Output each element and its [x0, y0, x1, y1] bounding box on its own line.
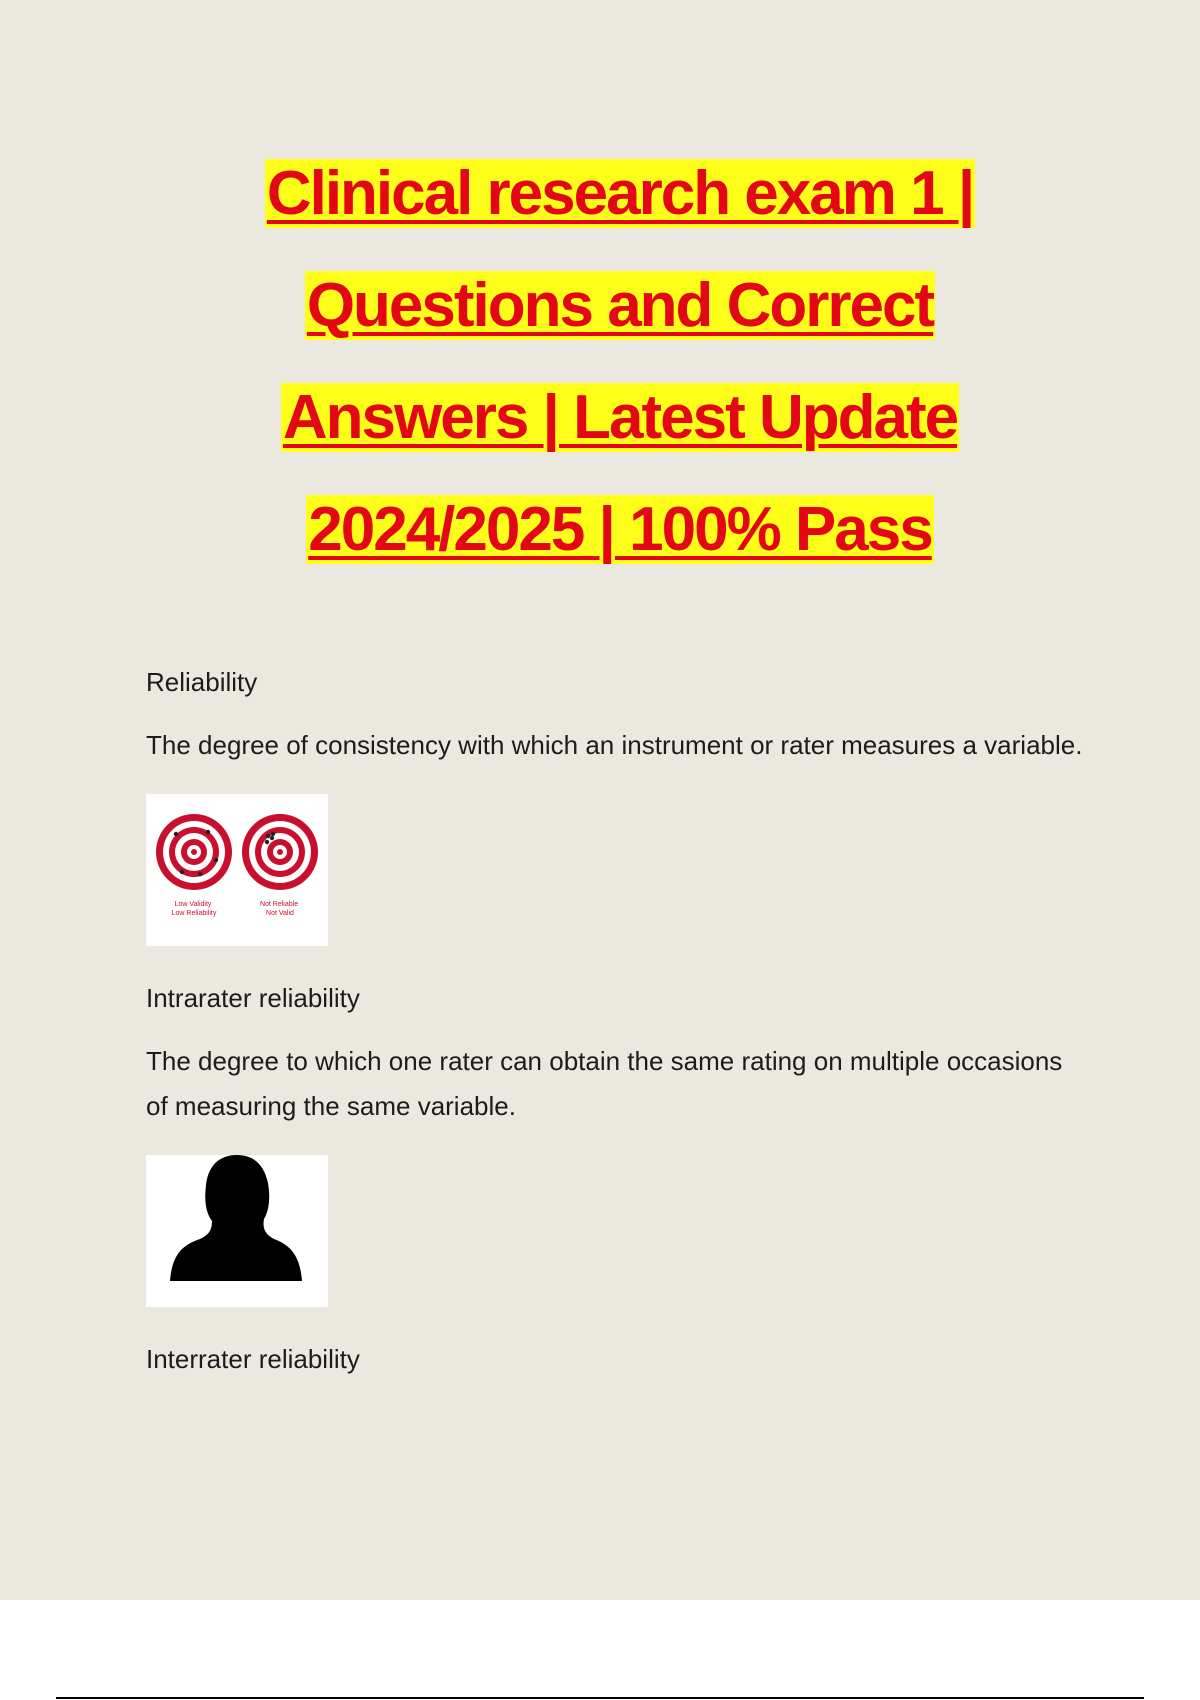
target-left [156, 814, 232, 890]
title-line-2-text: Questions and Correct [306, 271, 934, 340]
title-line [0, 138, 1200, 250]
person-icon [146, 1155, 328, 1307]
term-reliability: Reliability [146, 667, 258, 697]
title-line-4-text: 2024/2025 | 100% Pass [308, 495, 932, 564]
document-title [0, 138, 1200, 586]
term-intrarater-reliability: Intrarater reliability [146, 983, 360, 1013]
term-interrater-reliability: Interrater reliability [146, 1344, 360, 1374]
target-left-caption: Low Validity Low Reliability [171, 901, 217, 917]
target-right-caption: Not Reliable Not Valid [259, 901, 299, 917]
definition-intrarater-reliability: The degree to which one rater can obtain the same rating on multiple occasions of measuring the same variable. [146, 1046, 1063, 1121]
person-silhouette-image [146, 1155, 328, 1307]
flashcard-list [146, 660, 1086, 1382]
definition-reliability: The degree of consistency with which an instrument or rater measures a variable. [146, 730, 1083, 760]
title-line [0, 250, 1200, 362]
target-icon [146, 794, 328, 946]
title-line [0, 362, 1200, 474]
title-line-1-text: Clinical research exam 1 | [266, 159, 974, 228]
title-line-3-text: Answers | Latest Update [282, 383, 958, 452]
title-line [0, 474, 1200, 586]
target-right [242, 814, 318, 890]
footer-divider [56, 1697, 1144, 1699]
reliability-targets-image [146, 794, 328, 946]
